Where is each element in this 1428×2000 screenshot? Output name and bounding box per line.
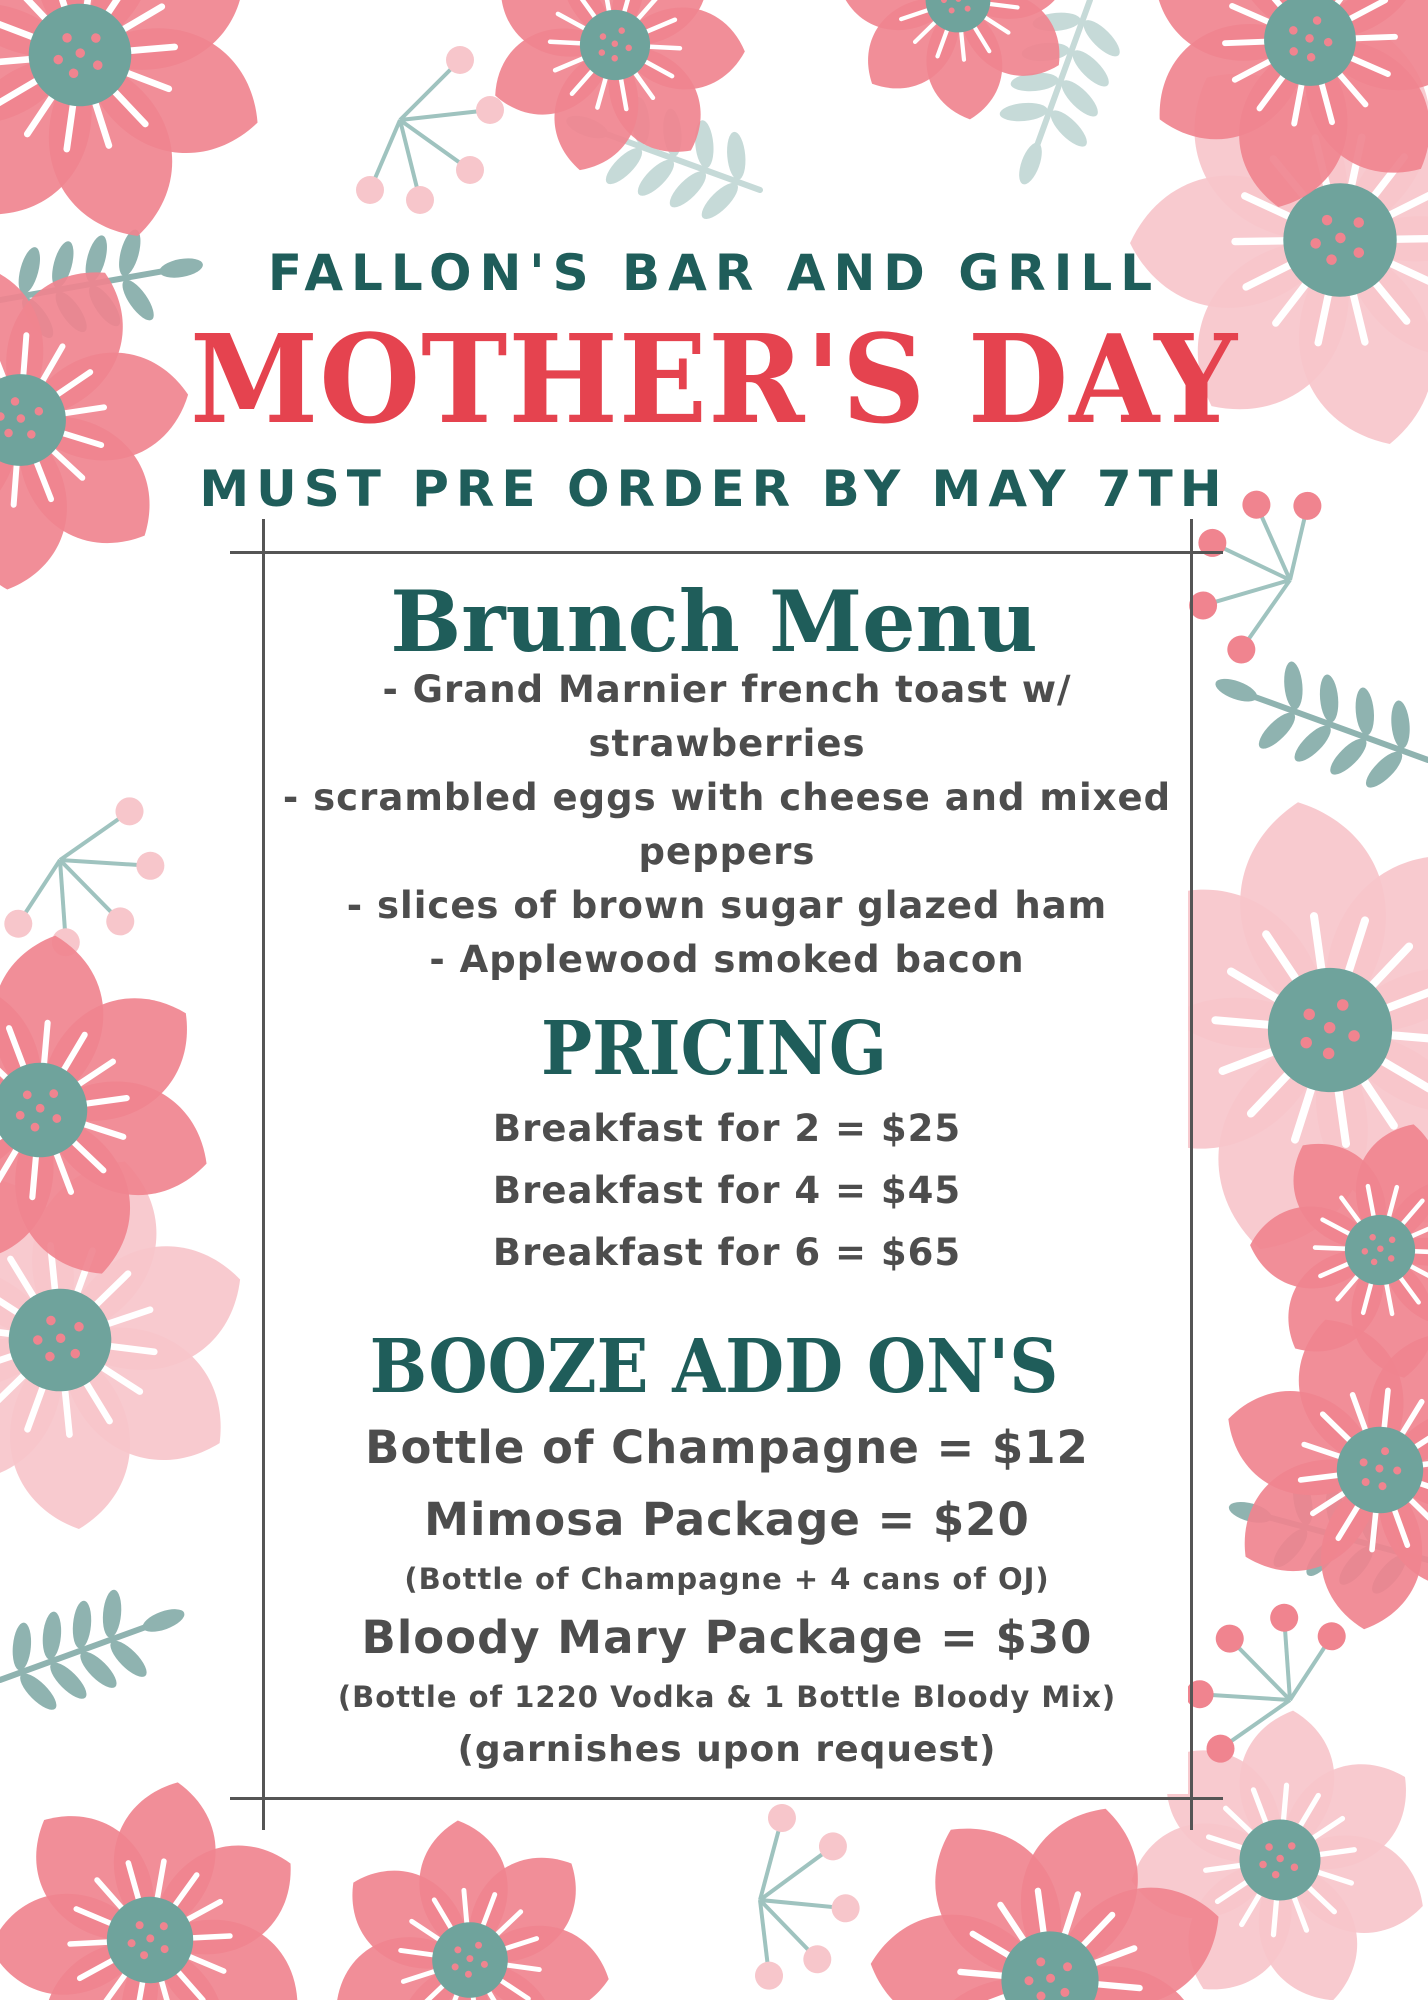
restaurant-name: FALLON'S BAR AND GRILL (267, 244, 1161, 302)
frame-line-right (1190, 519, 1193, 1830)
booze-addons-list (266, 1412, 1188, 1780)
preorder-deadline: MUST PRE ORDER BY MAY 7TH (199, 460, 1229, 518)
booze-addons-title: BOOZE ADD ON'S (369, 1324, 1059, 1410)
brunch-menu-title: Brunch Menu (390, 572, 1038, 671)
frame-line-top (230, 551, 1223, 554)
list-item: - Grand Marnier french toast w/ (382, 668, 1072, 711)
bloody-mary-note: (Bottle of 1220 Vodka & 1 Bottle Bloody Mix) (337, 1680, 1117, 1714)
frame-line-left (262, 519, 265, 1830)
list-item: - slices of brown sugar glazed ham (346, 884, 1108, 927)
list-item: - Applewood smoked bacon (429, 938, 1025, 981)
price-item: Breakfast for 2 = $25 (492, 1107, 962, 1150)
champagne-item: Bottle of Champagne = $12 (365, 1421, 1089, 1474)
garnish-note: (garnishes upon request) (457, 1729, 997, 1770)
price-item: Breakfast for 4 = $45 (492, 1169, 962, 1212)
price-item: Breakfast for 6 = $65 (492, 1231, 962, 1274)
mimosa-item: Mimosa Package = $20 (424, 1493, 1030, 1546)
event-title: MOTHER'S DAY (190, 307, 1238, 451)
list-item: strawberries (588, 722, 866, 765)
bloody-mary-item: Bloody Mary Package = $30 (361, 1611, 1093, 1664)
list-item: - scrambled eggs with cheese and mixed (282, 776, 1172, 819)
mimosa-note: (Bottle of Champagne + 4 cans of OJ) (404, 1562, 1050, 1596)
pricing-title: PRICING (540, 1006, 888, 1092)
brunch-menu-list (266, 663, 1188, 987)
list-item: peppers (638, 830, 816, 873)
frame-line-bottom (230, 1797, 1223, 1800)
pricing-list (266, 1098, 1188, 1284)
